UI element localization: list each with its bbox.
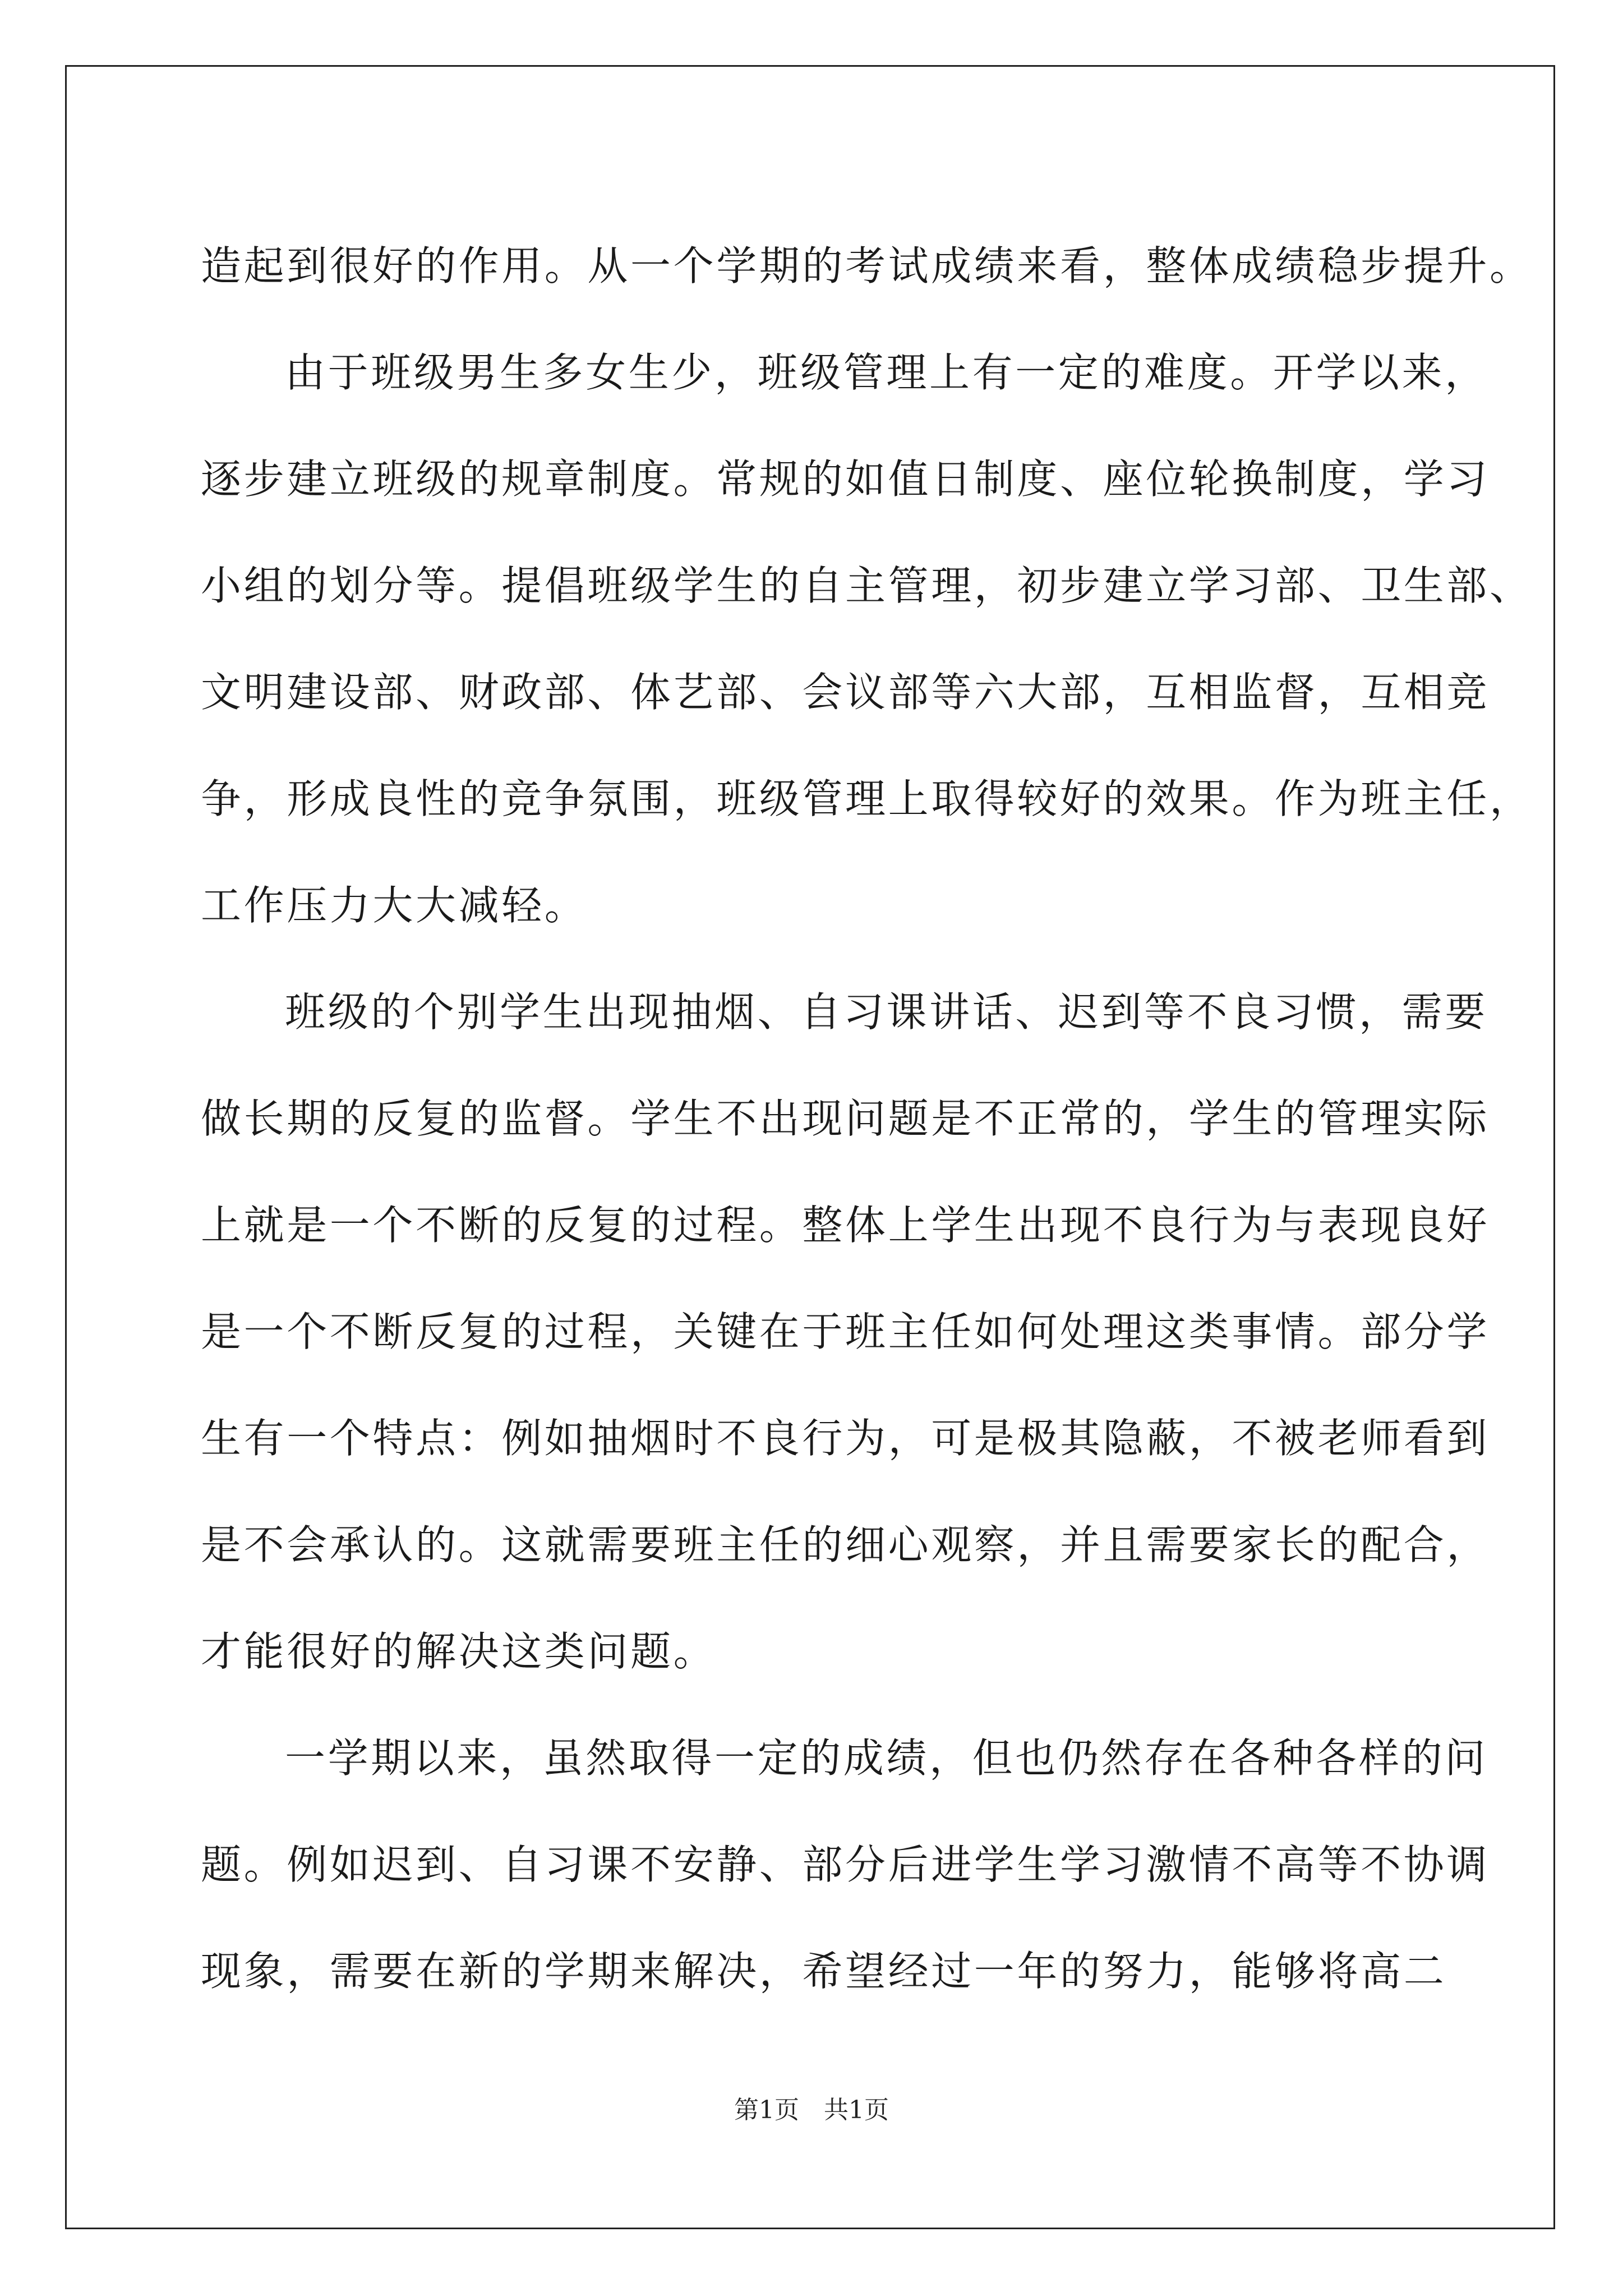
page-footer: 第1页 共1页 [734,2096,889,2124]
text-line: 一学期以来，虽然取得一定的成绩，但也仍然存在各种各样的问 [285,1734,1488,1782]
text-line: 逐步建立班级的规章制度。常规的如值日制度、座位轮换制度，学习 [201,455,1490,503]
text-line: 上就是一个不断的反复的过程。整体上学生出现不良行为与表现良好 [201,1202,1490,1249]
text-line: 是不会承认的。这就需要班主任的细心观察，并且需要家长的配合， [201,1521,1490,1568]
text-line: 才能很好的解决这类问题。 [201,1628,717,1675]
text-line: 生有一个特点：例如抽烟时不良行为，可是极其隐蔽，不被老师看到 [201,1415,1490,1462]
text-line: 争，形成良性的竞争氛围，班级管理上取得较好的效果。作为班主任， [201,775,1533,822]
text-line: 文明建设部、财政部、体艺部、会议部等六大部，互相监督，互相竞 [201,669,1490,716]
body-text [201,213,1533,2024]
text-line: 小组的划分等。提倡班级学生的自主管理，初步建立学习部、卫生部、 [201,562,1533,609]
text-line: 工作压力大大减轻。 [201,882,588,929]
text-line: 班级的个别学生出现抽烟、自习课讲话、迟到等不良习惯，需要 [285,988,1488,1036]
text-line: 是一个不断反复的过程，关键在于班主任如何处理这类事情。部分学 [201,1308,1490,1355]
text-line: 现象，需要在新的学期来解决，希望经过一年的努力，能够将高二 [201,1948,1447,1995]
text-line: 做长期的反复的监督。学生不出现问题是不正常的，学生的管理实际 [201,1095,1490,1142]
text-line: 造起到很好的作用。从一个学期的考试成绩来看，整体成绩稳步提升。 [201,242,1533,289]
text-line: 题。例如迟到、自习课不安静、部分后进学生学习激情不高等不协调 [201,1841,1490,1888]
text-line: 由于班级男生多女生少，班级管理上有一定的难度。开学以来， [285,349,1488,396]
